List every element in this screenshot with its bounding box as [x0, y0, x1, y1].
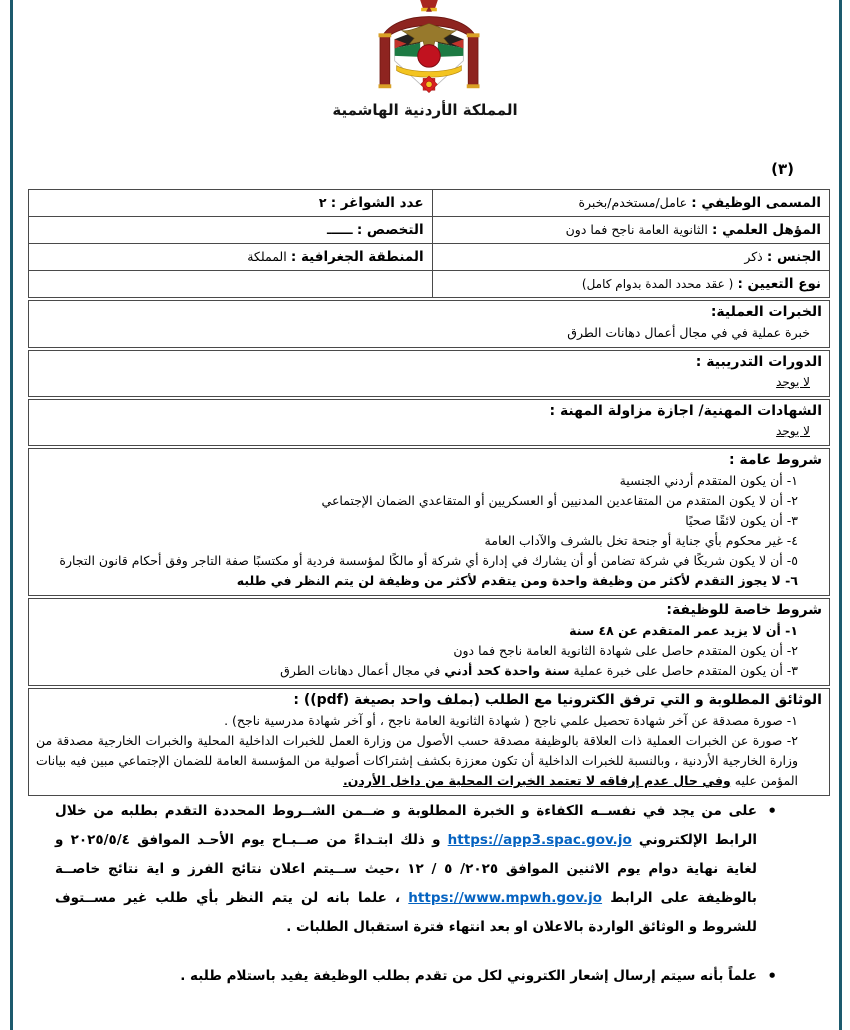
region-value: المملكة	[247, 248, 287, 264]
qualification-value: الثانوية العامة ناجح فما دون	[565, 221, 708, 237]
vacancies-value: ٢	[318, 194, 327, 210]
specialization-label: التخصص :	[356, 221, 424, 238]
page-number: (٣)	[771, 160, 794, 178]
specialization-value: ــــــ	[327, 221, 353, 237]
job-title-label: المسمى الوظيفي :	[691, 194, 821, 211]
start-date: ٢٠٢٥/٥/٤	[70, 832, 130, 848]
item-text: ٢- صورة عن الخبرات العملية ذات العلاقة بالوظيفة مصدقة حسب الأصول من وزارة العمل للخبرات الداخلية المحلية والخبرات الخارجية مصدقة من وزارة الخارجية الأردنية ، وبالنسبة للخبرات الداخلية أن تكون معززة بكشف إشتراكات أصولية من المؤسسة العامة للضمان الإجتماعي مبين فيه بيانات المؤمن عليه	[36, 733, 798, 788]
application-instructions-note	[55, 797, 777, 942]
special-condition-item: ٢- أن يكون المتقدم حاصل على شهادة الثانوية العامة ناجح فما دون	[453, 643, 798, 658]
section-title: شروط عامة :	[728, 452, 822, 468]
section-title: الدورات التدريبية :	[695, 354, 822, 370]
table-row	[29, 271, 830, 298]
vacancies-label: عدد الشواغر :	[330, 194, 424, 211]
note-text: علماً بأنه سيتم إرسال إشعار الكتروني لكل من تقدم بطلب الوظيفة يفيد باستلام طلبه .	[180, 968, 757, 984]
cell-job-title	[432, 190, 829, 217]
cell-appointment-type	[432, 271, 829, 298]
job-summary-table	[28, 189, 830, 298]
document-item	[36, 731, 822, 791]
experience-text: خبرة عملية في في مجال أعمال دهانات الطرق	[567, 325, 810, 340]
general-condition-item: ٦- لا يجوز التقدم لأكثر من وظيفة واحدة ومن يتقدم لأكثر من وظيفة لن يتم النظر في طلبه	[236, 573, 798, 588]
table-row	[29, 217, 830, 244]
note-text: ،حيث ســيتم اعلان نتائج الفرز و اية نتائج خاصــة بالوظيفة على الرابط	[55, 861, 758, 906]
section-training	[28, 350, 830, 397]
general-condition-item: ١- أن يكون المتقدم أردني الجنسية	[619, 473, 798, 488]
appointment-type-value: ( عقد محدد المدة بدوام كامل)	[581, 276, 734, 291]
gender-value: ذكر	[744, 248, 763, 264]
cell-qualification	[432, 217, 829, 244]
email-notification-note	[55, 962, 777, 991]
end-date: ٢٠٢٥/ ٥ / ١٢	[407, 861, 499, 877]
section-special-conditions	[28, 598, 830, 686]
section-certificates	[28, 399, 830, 446]
note-text: و ذلك ابتـداءً من صــبـاح يوم الأحـد الموافق	[129, 832, 448, 848]
page-border-left	[10, 0, 13, 1030]
special-condition-item: ١- أن لا يزيد عمر المتقدم عن ٤٨ سنة	[569, 623, 798, 638]
item-text: ٣- أن يكون المتقدم حاصل على خبرة عملية	[569, 663, 798, 678]
cell-region	[29, 244, 433, 271]
region-label: المنطقة الجغرافية :	[290, 248, 424, 265]
general-condition-item: ٣- أن يكون لائقًا صحيًا	[685, 513, 798, 528]
section-title: الوثائق المطلوبة و التي ترفق الكترونيا مع الطلب (بملف واحد بصيغة (pdf)) :	[293, 692, 822, 708]
note-text: ، علما بانه لن يتم النظر بأي طلب غير مســتوف للشروط و الوثائق الواردة بالاعلان او بعد انتهاء فترة استقبال الطلبات .	[55, 890, 757, 935]
application-portal-link[interactable]: https://app3.spac.gov.jo	[447, 832, 632, 848]
section-title: الشهادات المهنية/ اجازة مزاولة المهنة :	[549, 403, 822, 419]
table-row	[29, 190, 830, 217]
certificates-text: لا يوجد	[776, 424, 810, 438]
section-experience	[28, 300, 830, 348]
results-website-link[interactable]: https://www.mpwh.gov.jo	[408, 890, 603, 906]
section-title: الخبرات العملية:	[710, 304, 822, 320]
section-required-documents	[28, 688, 830, 796]
cell-empty	[29, 271, 433, 298]
item-bold-underline-text: وفي حال عدم إرفاقه لا تعتمد الخبرات المحلية من داخل الأردن.	[342, 773, 731, 788]
item-bold-text: سنة واحدة كحد أدني	[444, 663, 570, 678]
general-condition-item: ٢- أن لا يكون المتقدم من المتقاعدين المدنيين أو العسكريين أو المتقاعدي الضمان الإجتماعي	[321, 493, 798, 508]
general-condition-item: ٥- أن لا يكون شريكًا في شركة تضامن أو أن يشارك في إدارة أي شركة أو مالكًا لمؤسسة فردية أو مكتسبًا صفة التاجر وفق أحكام قانون التجارة	[59, 553, 798, 568]
cell-vacancies	[29, 190, 433, 217]
kingdom-calligraphy: المملكة الأردنية الهاشمية	[332, 101, 518, 119]
footer-notes	[55, 797, 777, 991]
gender-label: الجنس :	[766, 248, 821, 265]
section-title: شروط خاصة للوظيفة:	[666, 602, 822, 618]
special-condition-item	[36, 661, 822, 681]
globe	[418, 45, 441, 68]
jordan-coat-of-arms-icon	[368, 0, 490, 100]
announcement-body	[28, 189, 830, 796]
document-item: ١- صورة مصدقة عن آخر شهادة تحصيل علمي ناجح ( شهادة الثانوية العامة ناجح ، أو آخر شهادة مدرسية ناجح) .	[224, 713, 798, 728]
job-title-value: عامل/مستخدم/بخبرة	[578, 194, 688, 210]
general-condition-item: ٤- غير محكوم بأي جناية أو جنحة تخل بالشرف والآداب العامة	[484, 533, 798, 548]
page-border-right	[839, 0, 842, 1030]
order-star	[421, 76, 438, 93]
training-text: لا يوجد	[776, 375, 810, 389]
table-row	[29, 244, 830, 271]
cell-gender	[432, 244, 829, 271]
note-text: و لغاية نهاية دوام يوم الاثنين الموافق	[55, 832, 757, 877]
cell-specialization	[29, 217, 433, 244]
section-general-conditions	[28, 448, 830, 596]
item-text: في مجال أعمال دهانات الطرق	[280, 663, 445, 678]
note-text: على من يجد في نفســه الكفاءة و الخبرة المطلوبة و ضــمن الشــروط المحددة التقدم بطلبه من خلال الرابط الإلكتروني	[55, 803, 758, 848]
qualification-label: المؤهل العلمي :	[712, 221, 821, 238]
appointment-type-label: نوع التعيين :	[737, 275, 821, 292]
